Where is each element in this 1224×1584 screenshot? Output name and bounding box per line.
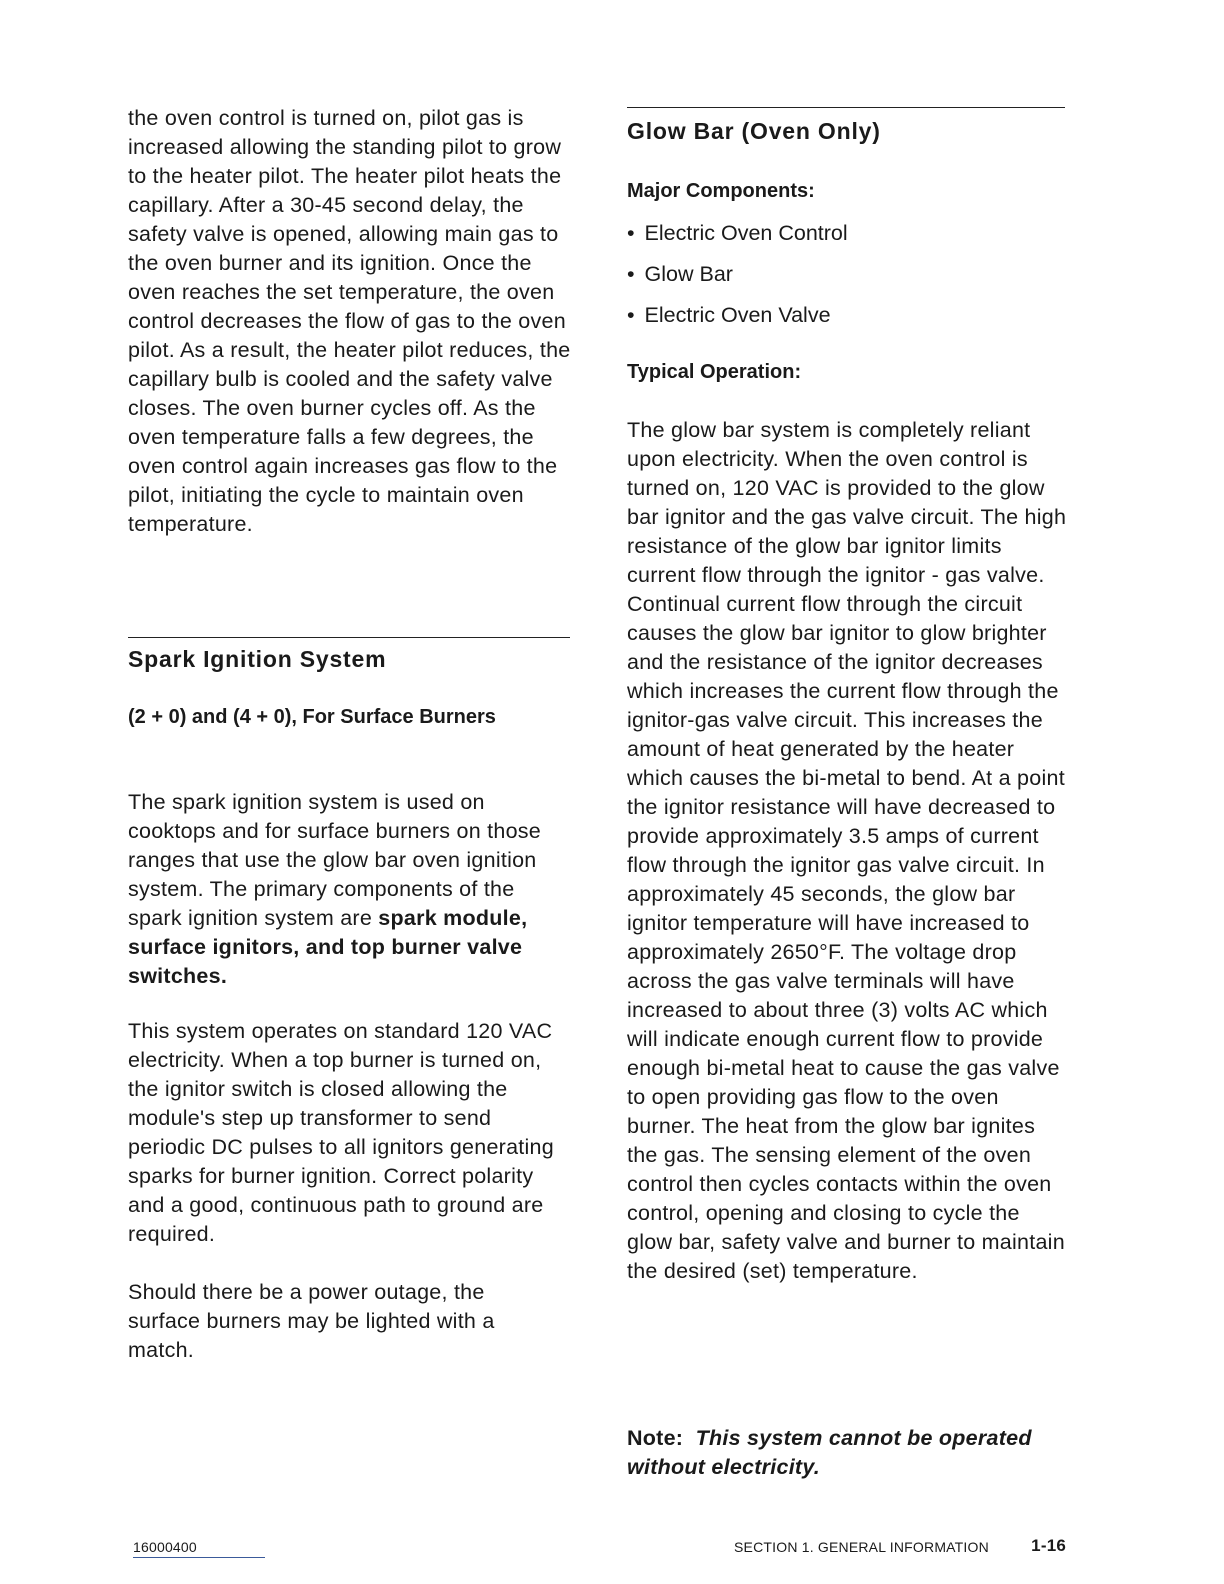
- list-item: • Glow Bar: [627, 259, 848, 300]
- section-divider: [128, 637, 570, 638]
- surface-burners-subheading: (2 + 0) and (4 + 0), For Surface Burners: [128, 706, 496, 728]
- intro-paragraph: the oven control is turned on, pilot gas is increased allowing the standing pilot to grow to the heater pilot. The heater pilot heats the capillary. After a 30-45 second delay, the safety valve is opened, allowing main gas to the oven burner and its ignition. Once the oven reaches the set temperature, the oven control decreases the flow of gas to the oven pilot. As a result, the heater pilot reduces, the capillary bulb is cooled and the safety valve closes. The oven burner cycles off. As the oven temperature falls a few degrees, the oven control again increases gas flow to the pilot, initiating the cycle to maintain oven temperature.: [128, 106, 571, 536]
- operation-paragraph: This system operates on standard 120 VAC electricity. When a top burner is turned on, the ignitor switch is closed allowing the module's step up transformer to send periodic DC pulses to all ignitors generating sparks for burner ignition. Correct polarity and a good, continuous path to ground are required.: [128, 1019, 554, 1246]
- major-components-heading: Major Components:: [627, 180, 815, 202]
- list-item: • Electric Oven Control: [627, 218, 848, 259]
- spark-ignition-title: Spark Ignition System: [128, 646, 387, 672]
- page-number: 1-16: [1031, 1536, 1066, 1555]
- spark-ignition-text: The spark ignition system is used on cooktops and for surface burners on those ranges that use the glow bar oven ignition system. The primary components of the spark ignition system are: [128, 790, 542, 930]
- note-label: Note:: [627, 1426, 684, 1450]
- glow-bar-operation-paragraph: The glow bar system is completely reliant upon electricity. When the oven control is turned on, 120 VAC is provided to the glow bar ignitor and the gas valve circuit. The high resistance of the glow bar ignitor limits current flow through the ignitor - gas valve. Continual current flow through the circuit causes the glow bar ignitor to glow brighter and the resistance of the ignitor decreases which increases the current flow through the ignitor-gas valve circuit. This increases the amount of heat generated by the heater which causes the bi-metal to bend. At a point the ignitor resistance will have decreased to provide approximately 3.5 amps of current flow through the ignitor gas valve circuit. In approximately 45 seconds, the glow bar ignitor temperature will have increased to approximately 2650°F. The voltage drop across the gas valve terminals will have increased to about three (3) volts AC which will indicate enough current flow to provide enough bi-metal heat to cause the gas valve to open providing gas flow to the oven burner. The heat from the glow bar ignites the gas. The sensing element of the oven control then cycles contacts within the oven control, opening and closing to cycle the glow bar, safety valve and burner to maintain the desired (set) temperature.: [627, 418, 1067, 1283]
- note-paragraph: [627, 1424, 1057, 1482]
- section-label: SECTION 1. GENERAL INFORMATION: [734, 1539, 989, 1555]
- glow-bar-title: Glow Bar (Oven Only): [627, 118, 881, 144]
- spark-ignition-paragraph: [128, 788, 573, 991]
- note-text: This system cannot be operated without electricity.: [627, 1426, 1032, 1479]
- typical-operation-heading: Typical Operation:: [627, 361, 802, 383]
- page-footer: [734, 1536, 1066, 1555]
- spark-ignition-components: spark module, surface ignitors, and top burner valve switches.: [128, 906, 528, 988]
- components-list: [627, 218, 848, 341]
- list-item: • Electric Oven Valve: [627, 300, 848, 341]
- power-outage-paragraph: Should there be a power outage, the surface burners may be lighted with a match.: [128, 1280, 495, 1362]
- section-divider: [627, 107, 1065, 108]
- document-number: 16000400: [133, 1539, 265, 1558]
